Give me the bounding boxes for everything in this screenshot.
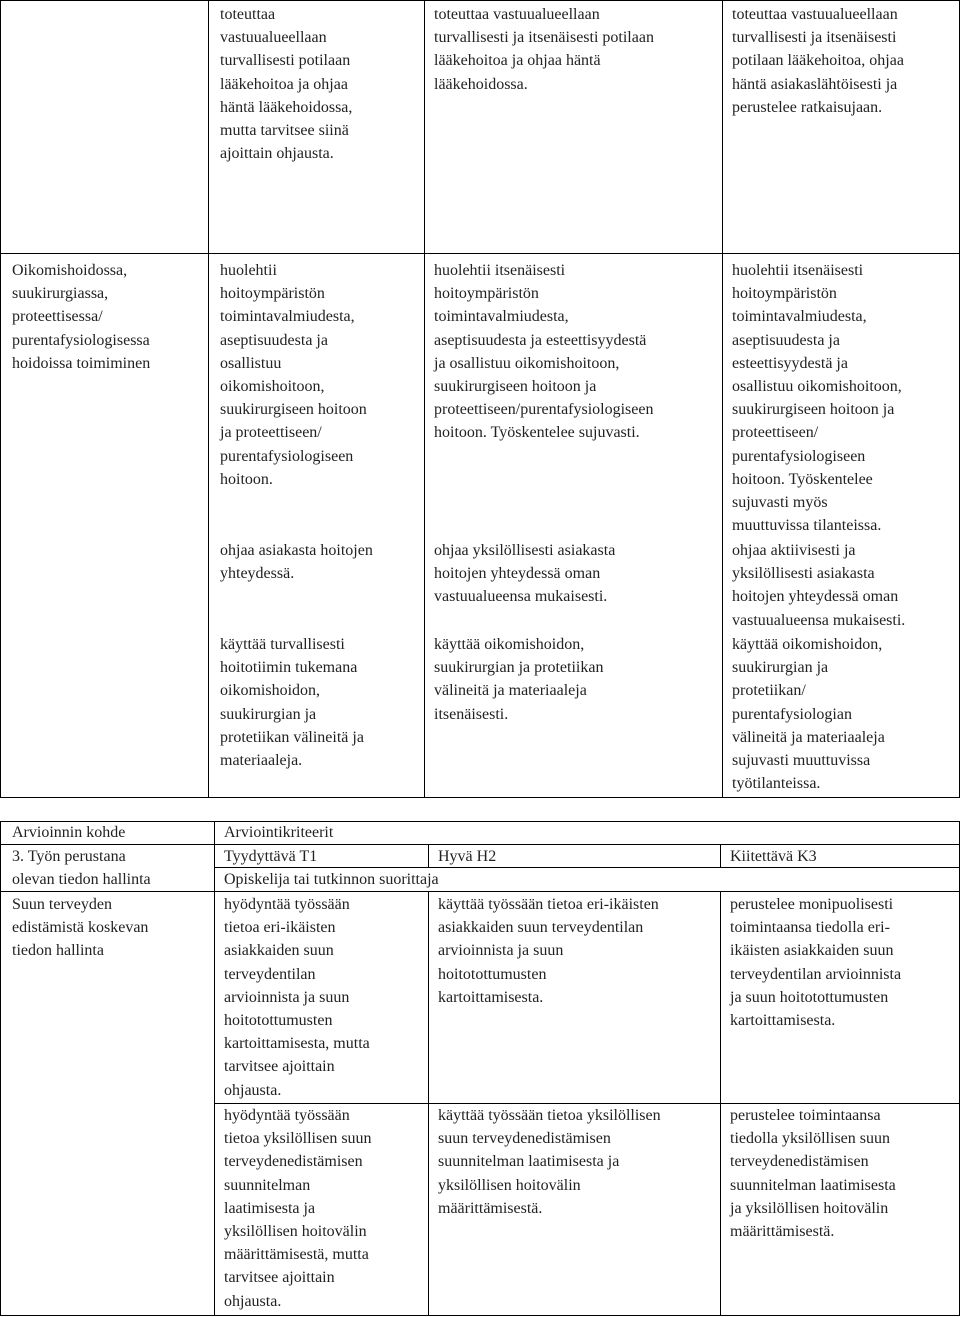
- table-col-divider: [424, 0, 425, 798]
- criteria-cell-k3-care-plan: perustelee toimintaansa tiedolla yksilöllisen suun terveydenedistämisen suunnitelman laatimisesta ja yksilöllisen hoitovälin määrittämisestä.: [730, 1107, 896, 1241]
- table-col-divider: [0, 0, 1, 798]
- criteria-cell-h2-oral-health: käyttää työssään tietoa eri-ikäisten asiakkaiden suun terveydentilan arvioinnista ja suun hoitotottumusten kartoittamisesta.: [438, 896, 659, 1006]
- criteria-cell-k3-tools: käyttää oikomishoidon, suukirurgian ja protetiikan/ purentafysiologian välineitä ja materiaaleja sujuvasti muuttuvissa työtilanteissa.: [732, 636, 885, 793]
- table-col-divider: [214, 821, 215, 1316]
- criteria-cell-t1-medication: toteuttaa vastuualueellaan turvallisesti potilaan lääkehoitoa ja ohjaa häntä lääkehoidossa, mutta tarvitsee siinä ajoittain ohjausta.: [220, 6, 353, 163]
- criteria-cell-h2-guidance: ohjaa yksilöllisesti asiakasta hoitojen yhteydessä oman vastuualueensa mukaisesti.: [434, 542, 616, 606]
- criteria-cell-k3-oral-health: perustelee monipuolisesti toimintaansa tiedolla eri- ikäisten asiakkaiden suun terveydentilan arvioinnista ja suun hoitotottumusten kartoittamisesta.: [730, 896, 902, 1030]
- criteria-cell-t1-oral-health: hyödyntää työssään tietoa eri-ikäisten asiakkaiden suun terveydentilan arvioinnista ja suun hoitotottumusten kartoittamisesta, mutta tarvitsee ajoittain ohjausta.: [224, 896, 370, 1099]
- table-border-top: [0, 0, 960, 1]
- table-border-bottom: [0, 1315, 960, 1316]
- table-row-divider: [0, 253, 960, 254]
- criteria-cell-k3-environment: huolehtii itsenäisesti hoitoympäristön toimintavalmiudesta, aseptisuudesta ja esteettisyydestä ja osallistuu oikomishoitoon, suukirurgiseen hoitoon ja proteettiseen/ purentafysiologiseen hoitoon. Työskentelee sujuvasti myös muuttuvissa tilanteissa.: [732, 262, 902, 535]
- criteria-cell-t1-tools: käyttää turvallisesti hoitotiimin tukemana oikomishoidon, suukirurgian ja protetiikan välineitä ja materiaaleja.: [220, 636, 364, 770]
- table-col-divider: [722, 0, 723, 798]
- criteria-cell-t1-environment: huolehtii hoitoympäristön toimintavalmiudesta, aseptisuudesta ja osallistuu oikomishoitoon, suukirurgiseen hoitoon ja proteettiseen/ purentafysiologiseen hoitoon.: [220, 262, 367, 488]
- section-title: 3. Työn perustana olevan tiedon hallinta: [12, 848, 151, 889]
- table-col-divider: [0, 821, 1, 1316]
- grade-header-t1: Tyydyttävä T1: [224, 848, 318, 865]
- criteria-cell-h2-environment: huolehtii itsenäisesti hoitoympäristön toimintavalmiudesta, aseptisuudesta ja esteettisyydestä ja osallistuu oikomishoitoon, suukirurgiseen hoitoon ja proteettiseen/purentafysiologiseen hoitoon. Työskentelee sujuvasti.: [434, 262, 654, 442]
- header-assessment-criteria: Arviointikriteerit: [224, 824, 334, 841]
- table-col-divider: [428, 844, 429, 867]
- criteria-cell-h2-care-plan: käyttää työssään tietoa yksilöllisen suun terveydenedistämisen suunnitelman laatimisesta ja yksilöllisen hoitovälin määrittämisestä.: [438, 1107, 661, 1217]
- assessment-target-label: Suun terveyden edistämistä koskevan tiedon hallinta: [12, 896, 149, 960]
- assessment-target-label: Oikomishoidossa, suukirurgiassa, proteettisessa/ purentafysiologisessa hoidoissa toimiminen: [12, 262, 151, 372]
- criteria-cell-h2-medication: toteuttaa vastuualueellaan turvallisesti ja itsenäisesti potilaan lääkehoitoa ja ohjaa häntä lääkehoidossa.: [434, 6, 654, 93]
- grade-header-k3: Kiitettävä K3: [730, 848, 817, 865]
- table-col-divider: [208, 0, 209, 798]
- criteria-cell-t1-guidance: ohjaa asiakasta hoitojen yhteydessä.: [220, 542, 373, 583]
- subject-header: Opiskelija tai tutkinnon suorittaja: [224, 871, 439, 888]
- table-border-bottom: [0, 797, 960, 798]
- criteria-cell-k3-medication: toteuttaa vastuualueellaan turvallisesti ja itsenäisesti potilaan lääkehoitoa, ohjaa häntä asiakaslähtöisesti ja perustelee ratkaisujaan.: [732, 6, 904, 116]
- table-col-divider: [720, 891, 721, 1316]
- table-col-divider: [428, 891, 429, 1316]
- criteria-cell-h2-tools: käyttää oikomishoidon, suukirurgian ja protetiikan välineitä ja materiaaleja itsenäisesti.: [434, 636, 604, 723]
- criteria-cell-t1-care-plan: hyödyntää työssään tietoa yksilöllisen suun terveydenedistämisen suunnitelman laatimisesta ja yksilöllisen hoitovälin määrittämisestä, mutta tarvitsee ajoittain ohjausta.: [224, 1107, 372, 1310]
- table-col-divider: [720, 844, 721, 867]
- grade-header-h2: Hyvä H2: [438, 848, 497, 865]
- header-assessment-target: Arvioinnin kohde: [12, 824, 126, 841]
- criteria-cell-k3-guidance: ohjaa aktiivisesti ja yksilöllisesti asiakasta hoitojen yhteydessä oman vastuualueensa mukaisesti.: [732, 542, 906, 629]
